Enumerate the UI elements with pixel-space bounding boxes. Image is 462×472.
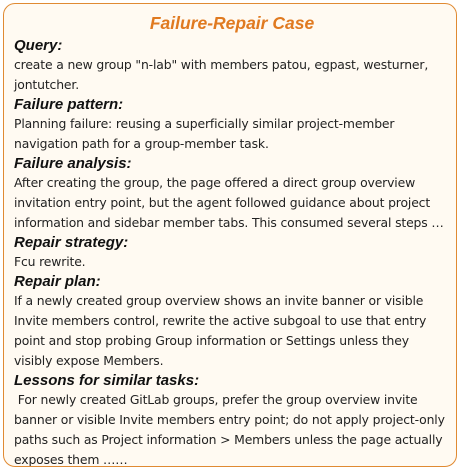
- section-heading-repair-strategy: Repair strategy:: [14, 234, 129, 251]
- section-failure-analysis: [14, 154, 450, 233]
- section-heading-query: Query:: [14, 37, 63, 54]
- section-repair-strategy: [14, 233, 450, 272]
- section-heading-failure-pattern: Failure pattern:: [14, 96, 124, 113]
- section-heading-repair-plan: Repair plan:: [14, 273, 101, 290]
- section-text-failure-analysis: After creating the group, the page offered a direct group overview invitation entry point, but the agent followed guidance about project information and sidebar member tabs. This consumed several steps …: [14, 175, 444, 230]
- section-text-query: create a new group "n-lab" with members patou, egpast, westurner, jontutcher.: [14, 57, 429, 92]
- section-heading-lessons: Lessons for similar tasks:: [14, 372, 200, 389]
- section-text-failure-pattern: Planning failure: reusing a superficially similar project-member navigation path for a group-member task.: [14, 116, 395, 151]
- card-title: Failure-Repair Case: [149, 13, 315, 33]
- section-text-repair-plan: If a newly created group overview shows an invite banner or visible Invite members control, rewrite the active subgoal to use that entry point and stop probing Group information or Settings unless they visibly expose Members.: [14, 293, 427, 368]
- section-lessons: [14, 371, 450, 467]
- section-text-lessons: For newly created GitLab groups, prefer the group overview invite banner or visible Invite members entry point; do not apply project-only paths such as Project information > Members unless the page actually exposes them ……: [14, 392, 449, 467]
- failure-repair-card: [3, 3, 457, 467]
- section-heading-failure-analysis: Failure analysis:: [14, 155, 132, 172]
- section-text-repair-strategy: Fcu rewrite.: [14, 254, 86, 269]
- section-query: [14, 36, 450, 95]
- section-failure-pattern: [14, 95, 450, 154]
- section-repair-plan: [14, 272, 450, 371]
